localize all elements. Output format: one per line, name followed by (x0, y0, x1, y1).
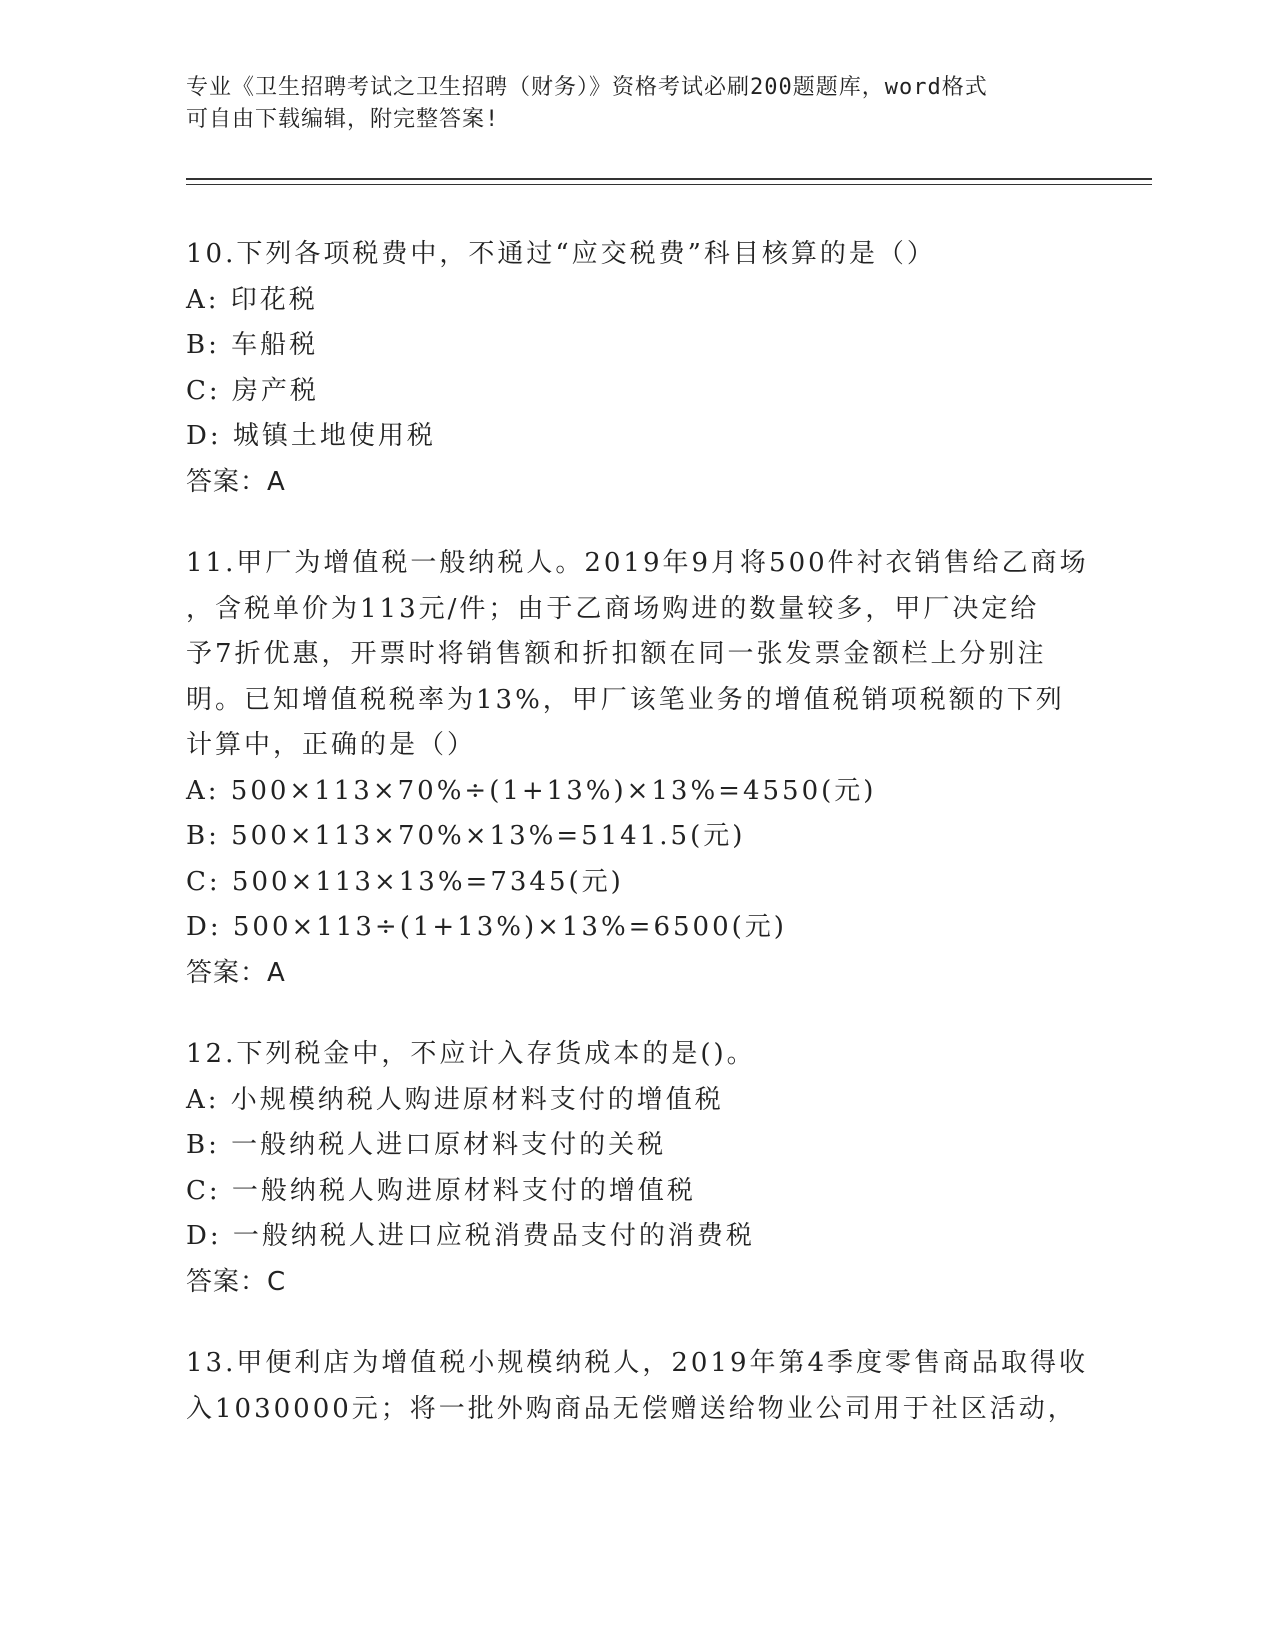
header-line-1: 专业《卫生招聘考试之卫生招聘（财务）》资格考试必刷200题题库，word格式 (186, 75, 988, 100)
question-stem: 明。已知增值税税率为13%，甲厂该笔业务的增值税销项税额的下列 (186, 684, 1065, 715)
question-stem: 11.甲厂为增值税一般纳税人。2019年9月将500件衬衣销售给乙商场 (186, 548, 1089, 578)
answer-line: 答案：A (186, 957, 286, 988)
option-d: D: 城镇土地使用税 (186, 421, 436, 451)
question-block (186, 1032, 1086, 1305)
answer-line: 答案：C (186, 1266, 287, 1297)
question-stem: 13.甲便利店为增值税小规模纳税人，2019年第4季度零售商品取得收 (186, 1348, 1089, 1378)
option-a: A: 500×113×70%÷(1+13%)×13%=4550(元) (186, 775, 877, 806)
question-stem: 12.下列税金中，不应计入存货成本的是()。 (186, 1039, 756, 1069)
option-c: C: 500×113×13%=7345(元) (186, 866, 624, 897)
question-stem: 予7折优惠，开票时将销售额和折扣额在同一张发票金额栏上分别注 (186, 639, 1047, 669)
question-list (186, 232, 1089, 1468)
header-rule-thin (186, 184, 1152, 185)
header-rule-thick (186, 178, 1152, 180)
answer-line: 答案：A (186, 466, 286, 497)
option-b: B: 一般纳税人进口原材料支付的关税 (186, 1130, 667, 1160)
option-a: A: 小规模纳税人购进原材料支付的增值税 (186, 1084, 724, 1115)
option-b: B: 500×113×70%×13%=5141.5(元) (186, 821, 746, 851)
option-a: A: 印花税 (186, 284, 318, 315)
option-c: C: 一般纳税人购进原材料支付的增值税 (186, 1175, 696, 1206)
question-block (186, 541, 1089, 996)
option-c: C: 房产税 (186, 375, 319, 406)
question-stem: 计算中，正确的是（） (186, 730, 477, 760)
question-block (186, 1341, 1089, 1432)
document-header (186, 72, 1066, 136)
question-stem: ，含税单价为113元/件；由于乙商场购进的数量较多，甲厂决定给 (186, 593, 1040, 624)
option-d: D: 500×113÷(1+13%)×13%=6500(元) (186, 912, 787, 942)
question-stem: 10.下列各项税费中，不通过“应交税费”科目核算的是（） (186, 239, 936, 269)
question-stem: 入1030000元；将一批外购商品无偿赠送给物业公司用于社区活动， (186, 1393, 1077, 1424)
option-d: D: 一般纳税人进口应税消费品支付的消费税 (186, 1221, 755, 1251)
option-b: B: 车船税 (186, 330, 319, 360)
header-line-2: 可自由下载编辑，附完整答案! (186, 107, 500, 132)
question-block (186, 232, 1086, 505)
